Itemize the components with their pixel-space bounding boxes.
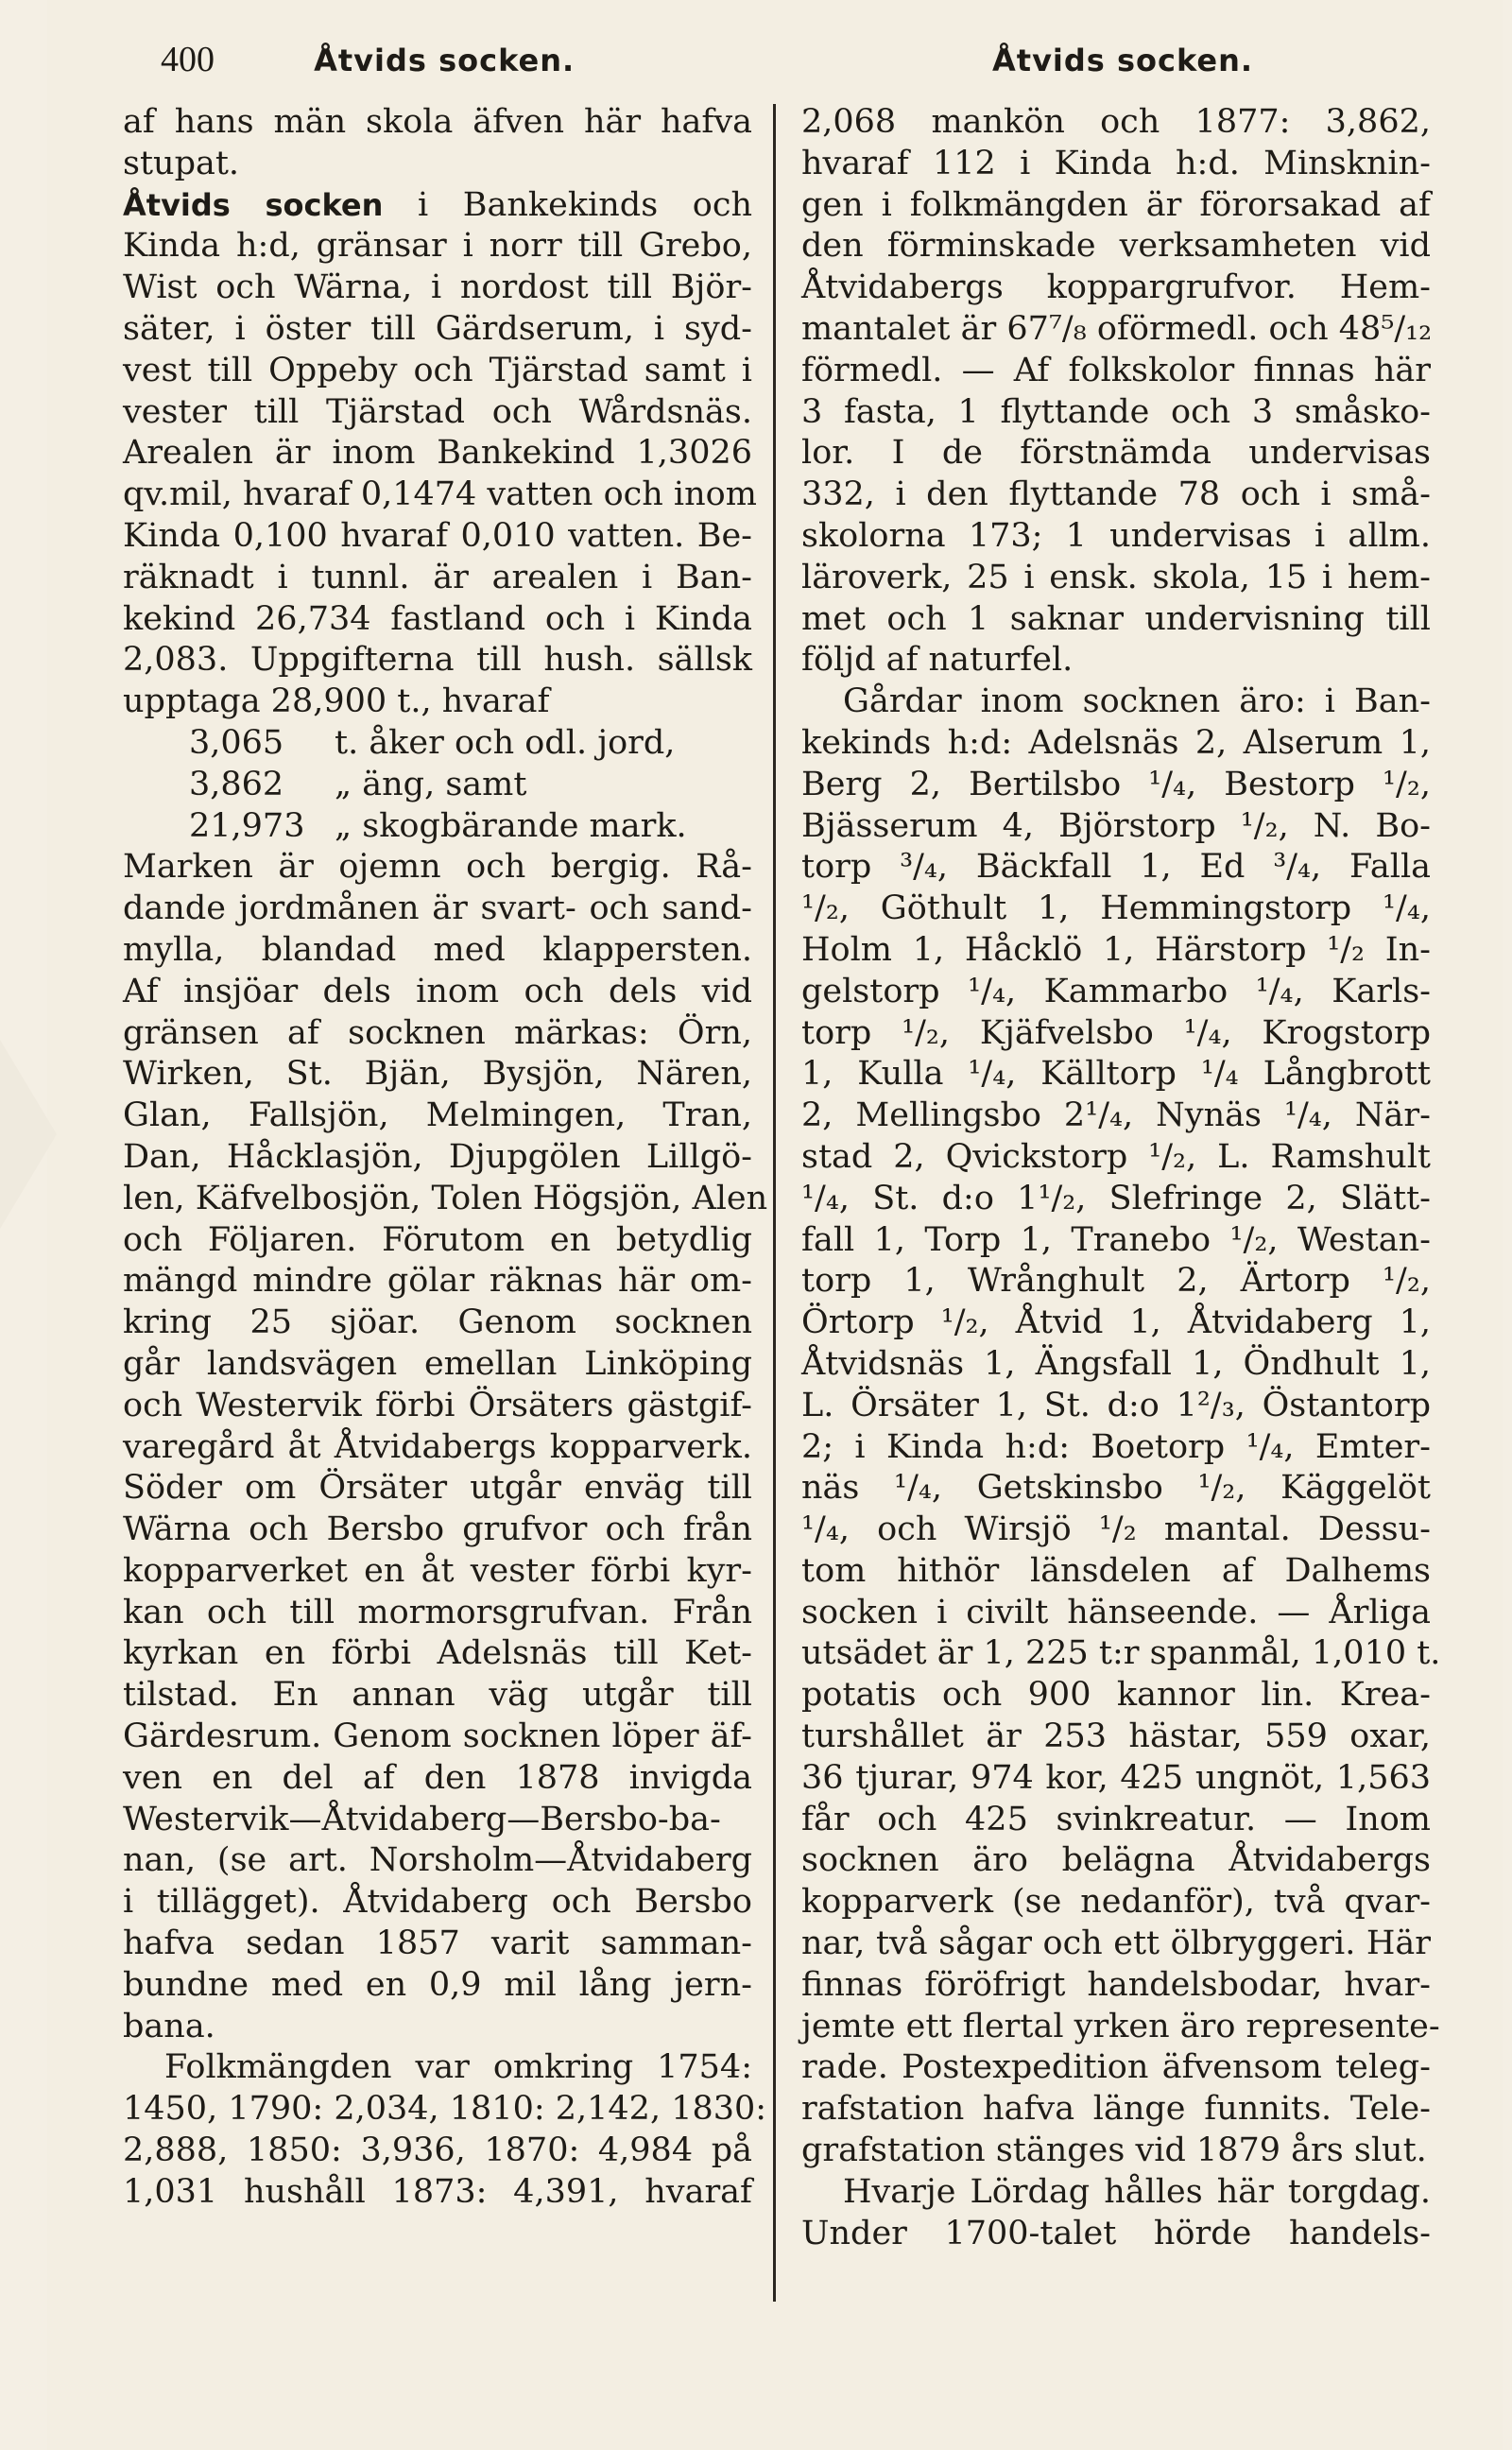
- text-line: läroverk, 25 i ensk. skola, 15 i hem-: [801, 558, 1431, 596]
- text-line: Wärna och Bersbo grufvor och från: [123, 1510, 752, 1549]
- text-line: gränsen af socknen märkas: Örn,: [123, 1013, 752, 1052]
- land-use-label: „ skogbärande mark.: [335, 806, 687, 845]
- text-line: kopparverk (se nedanför), två qvar-: [801, 1883, 1431, 1922]
- left-text-column: [123, 102, 768, 2214]
- text-line: ven en del af den 1878 invigda: [123, 1758, 752, 1797]
- text-line: gelstorp ¹/₄, Kammarbo ¹/₄, Karls-: [801, 972, 1431, 1010]
- text-line: räknadt i tunnl. är arealen i Ban-: [123, 558, 752, 596]
- text-line: [123, 185, 752, 227]
- land-use-row: [123, 765, 752, 806]
- text-line: Under 1700-talet hörde handels-: [801, 2214, 1431, 2252]
- text-line: gen i folkmängden är förorsakad af: [801, 185, 1431, 224]
- text-line: torp ¹/₂, Kjäfvelsbo ¹/₄, Krogstorp: [801, 1013, 1431, 1052]
- text-line: kan och till mormorsgrufvan. Från: [123, 1593, 752, 1631]
- text-line: ¹/₄, och Wirsjö ¹/₂ mantal. Dessu-: [801, 1510, 1431, 1549]
- text-line: Berg 2, Bertilsbo ¹/₄, Bestorp ¹/₂,: [801, 765, 1431, 803]
- text-line: Wirken, St. Bjän, Bysjön, Nären,: [123, 1055, 752, 1094]
- text-line: 2,888, 1850: 3,936, 1870: 4,984 på: [123, 2131, 752, 2170]
- text-line: potatis och 900 kannor lin. Krea-: [801, 1676, 1431, 1715]
- text-line: säter, i öster till Gärdserum, i syd-: [123, 309, 752, 348]
- text-line: socken i civilt hänseende. — Årliga: [801, 1593, 1431, 1631]
- left-page-header: [161, 30, 747, 87]
- text-line: följd af naturfel.: [801, 641, 1074, 680]
- text-line: 2,068 mankön och 1877: 3,862,: [801, 103, 1431, 141]
- right-running-title: Åtvids socken.: [992, 43, 1254, 78]
- intro-paragraph: [123, 102, 752, 185]
- text-line: och Westervik förbi Örsäters gästgif-: [123, 1386, 752, 1424]
- text-line: Gärdesrum. Genom socknen löper äf-: [123, 1717, 752, 1756]
- left-running-title: Åtvids socken.: [314, 43, 576, 78]
- text-line: Arealen är inom Bankekind 1,3026: [123, 434, 752, 473]
- text-line: Kinda 0,100 hvaraf 0,010 vatten. Be-: [123, 516, 752, 555]
- text-line: vester till Tjärstad och Wårdsnäs.: [123, 392, 752, 431]
- text-line: näs ¹/₄, Getskinsbo ¹/₂, Käggelöt: [801, 1469, 1431, 1508]
- text-line: Åtvidsnäs 1, Ängsfall 1, Öndhult 1,: [801, 1344, 1431, 1383]
- text-line: 2; i Kinda h:d: Boetorp ¹/₄, Emter-: [801, 1427, 1431, 1466]
- text-line: Af insjöar dels inom och dels vid: [123, 972, 752, 1010]
- text-line: Glan, Fallsjön, Melmingen, Tran,: [123, 1096, 752, 1135]
- text-line: tom hithör länsdelen af Dalhems: [801, 1551, 1431, 1590]
- text-line: lor. I de förstnämda undervisas: [801, 434, 1431, 473]
- text-line: kyrkan en förbi Adelsnäs till Ket-: [123, 1634, 752, 1673]
- land-use-label: t. åker och odl. jord,: [335, 723, 676, 762]
- text-line: 1, Kulla ¹/₄, Källtorp ¹/₄ Långbrott: [801, 1055, 1431, 1094]
- text-line: len, Käfvelbosjön, Tolen Högsjön, Alen: [123, 1179, 768, 1217]
- text-line: nan, (se art. Norsholm—Åtvidaberg: [123, 1841, 752, 1880]
- text-line: den förminskade verksamheten vid: [801, 227, 1431, 266]
- text-line: mängd mindre gölar räknas här om-: [123, 1262, 752, 1301]
- land-use-value: 21,973: [189, 806, 305, 845]
- text-line: ¹/₄, St. d:o 1¹/₂, Slefringe 2, Slätt-: [801, 1179, 1431, 1217]
- right-page-header: [992, 30, 1276, 87]
- text-line-rest: i Bankekinds och: [418, 185, 752, 224]
- text-line: Bjässerum 4, Björstorp ¹/₂, N. Bo-: [801, 806, 1431, 845]
- text-line: L. Örsäter 1, St. d:o 1²/₃, Östantorp: [801, 1386, 1431, 1424]
- right-text-column: [801, 102, 1441, 2254]
- land-use-value: 3,065: [189, 723, 284, 762]
- text-line: 3 fasta, 1 flyttande och 3 småsko-: [801, 392, 1431, 431]
- text-line: kekind 26,734 fastland och i Kinda: [123, 599, 752, 638]
- text-line: tilstad. En annan väg utgår till: [123, 1676, 752, 1715]
- text-line: af hans män skola äfven här hafva: [123, 103, 752, 141]
- text-line: 2, Mellingsbo 2¹/₄, Nynäs ¹/₄, När-: [801, 1096, 1431, 1135]
- text-line: met och 1 saknar undervisning till: [801, 599, 1431, 638]
- text-line: Örtorp ¹/₂, Åtvid 1, Åtvidaberg 1,: [801, 1303, 1431, 1342]
- text-line: turshållet är 253 hästar, 559 oxar,: [801, 1717, 1431, 1756]
- land-use-row: [123, 723, 752, 765]
- text-line: stupat.: [123, 144, 240, 182]
- text-line: socknen äro belägna Åtvidabergs: [801, 1841, 1431, 1880]
- text-line: torp ³/₄, Bäckfall 1, Ed ³/₄, Falla: [801, 848, 1431, 887]
- text-line: och Följaren. Förutom en betydlig: [123, 1220, 752, 1259]
- text-line: Hvarje Lördag hålles här torgdag.: [843, 2172, 1431, 2211]
- population-continued-paragraph: [801, 102, 1431, 682]
- text-line: bundne med en 0,9 mil lång jern-: [123, 1965, 752, 2004]
- land-use-value: 3,862: [189, 765, 284, 803]
- text-line: finnas föröfrigt handelsbodar, hvar-: [801, 1965, 1431, 2004]
- text-line: 2,083. Uppgifterna till hush. sällsk: [123, 641, 752, 680]
- text-line: går landsvägen emellan Linköping: [123, 1344, 752, 1383]
- text-line: Westervik—Åtvidaberg—Bersbo-ba-: [123, 1800, 721, 1838]
- text-line: Marken är ojemn och bergig. Rå-: [123, 848, 752, 887]
- text-line: hafva sedan 1857 varit samman-: [123, 1924, 752, 1963]
- terrain-paragraph: [123, 847, 768, 2047]
- text-line: Gårdar inom socknen äro: i Ban-: [843, 682, 1431, 721]
- market-paragraph: [801, 2172, 1431, 2255]
- text-line: förmedl. — Af folkskolor finnas här: [801, 351, 1431, 389]
- text-line: vest till Oppeby och Tjärstad samt i: [123, 351, 752, 389]
- text-line: Kinda h:d, gränsar i norr till Grebo,: [123, 227, 752, 266]
- text-line: utsädet är 1, 225 t:r spanmål, 1,010 t.: [801, 1634, 1441, 1673]
- text-line: nar, två sågar och ett ölbryggeri. Här: [801, 1924, 1431, 1963]
- text-line: upptaga 28,900 t., hvaraf: [123, 682, 550, 721]
- text-line: 36 tjurar, 974 kor, 425 ungnöt, 1,563: [801, 1758, 1431, 1797]
- text-line: bana.: [123, 2007, 215, 2045]
- text-line: fall 1, Torp 1, Tranebo ¹/₂, Westan-: [801, 1220, 1431, 1259]
- text-line: qv.mil, hvaraf 0,1474 vatten och inom: [123, 475, 757, 514]
- text-line: ¹/₂, Göthult 1, Hemmingstorp ¹/₄,: [801, 889, 1431, 928]
- column-divider: [773, 104, 776, 2302]
- text-line: 332, i den flyttande 78 och i små-: [801, 475, 1431, 514]
- text-line: varegård åt Åtvidabergs kopparverk.: [123, 1427, 752, 1466]
- land-use-label: „ äng, samt: [335, 765, 527, 803]
- text-line: Wist och Wärna, i nordost till Björ-: [123, 268, 752, 307]
- text-line: rafstation hafva länge funnits. Tele-: [801, 2090, 1431, 2129]
- text-line: i tillägget). Åtvidaberg och Bersbo: [123, 1883, 752, 1922]
- text-line: får och 425 svinkreatur. — Inom: [801, 1800, 1431, 1838]
- text-line: Åtvidabergs koppargrufvor. Hem-: [801, 268, 1431, 307]
- text-line: hvaraf 112 i Kinda h:d. Minsknin-: [801, 144, 1431, 182]
- lead-term: Åtvids socken: [123, 186, 384, 223]
- text-line: dande jordmånen är svart- och sand-: [123, 889, 752, 928]
- parish-description-paragraph: [123, 185, 757, 723]
- text-line: kekinds h:d: Adelsnäs 2, Alserum 1,: [801, 723, 1431, 762]
- text-line: 1,031 hushåll 1873: 4,391, hvaraf: [123, 2172, 752, 2211]
- population-paragraph: [123, 2047, 767, 2213]
- text-line: mylla, blandad med klappersten.: [123, 930, 752, 969]
- text-line: jemte ett flertal yrken äro represente-: [801, 2007, 1440, 2045]
- text-line: skolorna 173; 1 undervisas i allm.: [801, 516, 1431, 555]
- text-line: Holm 1, Håcklö 1, Härstorp ¹/₂ In-: [801, 930, 1431, 969]
- text-line: rade. Postexpedition äfvensom teleg-: [801, 2048, 1431, 2087]
- text-line: kopparverket en åt vester förbi kyr-: [123, 1551, 752, 1590]
- land-use-table: [123, 723, 752, 847]
- text-line: mantalet är 67⁷/₈ oförmedl. och 48⁵/₁₂: [801, 309, 1433, 348]
- text-line: torp 1, Wrånghult 2, Ärtorp ¹/₂,: [801, 1262, 1431, 1301]
- page-number: 400: [161, 40, 215, 79]
- farms-paragraph: [801, 682, 1441, 2172]
- text-line: 1450, 1790: 2,034, 1810: 2,142, 1830:: [123, 2090, 767, 2129]
- land-use-row: [123, 806, 752, 848]
- text-line: grafstation stänges vid 1879 års slut.: [801, 2131, 1427, 2170]
- text-line: Dan, Håcklasjön, Djupgölen Lillgö-: [123, 1137, 752, 1176]
- text-line: Söder om Örsäter utgår enväg till: [123, 1469, 752, 1508]
- text-line: Folkmängden var omkring 1754:: [164, 2048, 752, 2087]
- text-line: stad 2, Qvickstorp ¹/₂, L. Ramshult: [801, 1137, 1431, 1176]
- text-line: kring 25 sjöar. Genom socknen: [123, 1303, 752, 1342]
